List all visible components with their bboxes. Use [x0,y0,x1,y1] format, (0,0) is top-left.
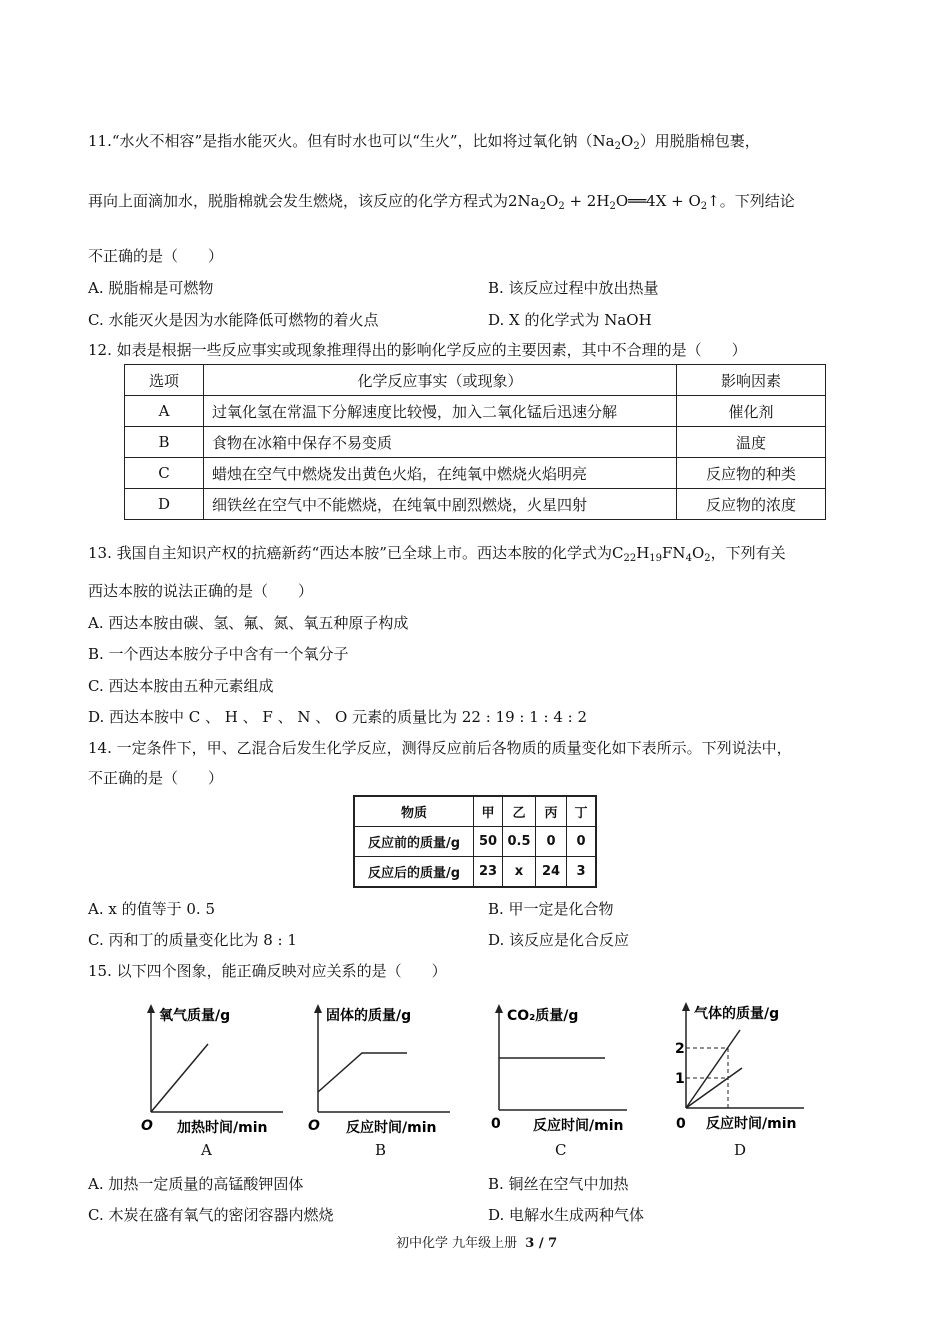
page-footer [396,1232,557,1251]
table-row [354,857,596,888]
table-cell: 反应物的浓度 [677,489,826,520]
q11-line3: 不正确的是（ ） [88,247,224,265]
table-cell: C [125,458,204,489]
graph-a [135,1000,285,1140]
origin-label: 0 [676,1116,686,1132]
y-axis-label: 气体的质量/g [694,1006,780,1022]
q11-option-b: B. 该反应过程中放出热量 [488,279,659,297]
series-line [318,1053,407,1092]
y-axis-label: 氧气质量/g [159,1008,231,1024]
y-axis-arrow [147,1004,155,1013]
x-axis-label: 反应时间/min [346,1120,437,1136]
origin-label: O [141,1118,153,1134]
table-cell: 0 [567,827,597,857]
table-cell: 反应物的种类 [677,458,826,489]
series-line-1 [686,1030,740,1108]
table-cell: 50 [474,827,503,857]
graph-d-letter: D [734,1141,747,1159]
q13-option-a: A. 西达本胺由碳、氢、氟、氮、氧五种原子构成 [88,614,409,632]
header-cell: 选项 [125,365,204,396]
table-cell: x [503,857,536,888]
q11-equation: $2Na_2O_2$ + $2H_2O══4X$ + $O_2↑$ [508,192,720,212]
q11-line2: 再向上面滴加水，脱脂棉就会发生燃烧，该反应的化学方程式为$2Na_2O_2$ + $2H_2O══4X$ + $O_2↑$。下列结论 [88,192,795,212]
header-cell: 丙 [536,796,567,827]
q11-option-c: C. 水能灭火是因为水能降低可燃物的着火点 [88,311,379,329]
q11-line1: 11.“水火不相容”是指水能灭火。但有时水也可以“生火”，比如将过氧化钠$(Na_2O_2)$用脱脂棉包裹， [88,132,760,152]
table-row [125,396,826,427]
table-cell: 温度 [677,427,826,458]
q11-formula: $Na_2O_2$ [592,132,640,152]
header-cell: 甲 [474,796,503,827]
table-cell: B [125,427,204,458]
table-cell: 过氧化氢在常温下分解速度比较慢，加入二氧化锰后迅速分解 [204,396,677,427]
table-cell: 反应后的质量/g [354,857,474,888]
table-header-row [354,796,596,827]
header-cell: 化学反应事实（或现象） [204,365,677,396]
q14-option-b: B. 甲一定是化合物 [488,900,614,918]
table-cell: 0 [536,827,567,857]
q15-option-c: C. 木炭在盛有氧气的密闭容器内燃烧 [88,1206,334,1224]
q13-option-c: C. 西达本胺由五种元素组成 [88,677,274,695]
table-cell: D [125,489,204,520]
table-row [354,827,596,857]
table-cell: 3 [567,857,597,888]
q13-option-d: D. 西达本胺中 C 、 H 、 F 、 N 、 O 元素的质量比为 22 : 19 : 1 : 4 : 2 [88,708,588,726]
q14-option-d: D. 该反应是化合反应 [488,931,630,949]
table-row [125,489,826,520]
q15-option-b: B. 铜丝在空气中加热 [488,1175,629,1193]
q14-line2: 不正确的是（ ） [88,769,224,787]
header-cell: 影响因素 [677,365,826,396]
graph-a-letter: A [201,1141,212,1159]
x-axis-label: 反应时间/min [706,1116,797,1132]
q14-option-c: C. 丙和丁的质量变化比为 8 : 1 [88,931,297,949]
table-cell: 23 [474,857,503,888]
q14-table [353,795,597,888]
table-cell: A [125,396,204,427]
graph-c [487,1000,637,1140]
q13-line1: 13. 我国自主知识产权的抗癌新药“西达本胺”已全球上市。西达本胺的化学式为$C_{22}H_{19}FN_4O_2$，下列有关 [88,544,786,564]
series-line-2 [686,1068,742,1108]
table-row [125,427,826,458]
page-number: 3 / 7 [525,1236,558,1251]
header-cell: 乙 [503,796,536,827]
table-cell: 蜡烛在空气中燃烧发出黄色火焰，在纯氧中燃烧火焰明亮 [204,458,677,489]
graph-b-letter: B [375,1141,387,1159]
q15-option-d: D. 电解水生成两种气体 [488,1206,645,1224]
y-axis-arrow [495,1004,503,1013]
table-cell: 催化剂 [677,396,826,427]
q14-line1: 14. 一定条件下，甲、乙混合后发生化学反应，测得反应前后各物质的质量变化如下表所示。下列说法中， [88,739,792,757]
q11-option-d: D. X 的化学式为 NaOH [488,311,652,329]
graph-c-letter: C [555,1141,567,1159]
q11-option-a: A. 脱脂棉是可燃物 [88,279,214,297]
q14-option-a: A. x 的值等于 0. 5 [88,900,215,918]
graph-b [302,1000,452,1140]
table-cell: 0.5 [503,827,536,857]
origin-label: O [308,1118,320,1134]
q15-stem: 15. 以下四个图象，能正确反映对应关系的是（ ） [88,962,447,980]
q12-table [124,364,826,520]
y-axis-arrow [682,1002,690,1011]
table-header-row [125,365,826,396]
table-cell: 细铁丝在空气中不能燃烧，在纯氧中剧烈燃烧，火星四射 [204,489,677,520]
y-axis-label: 固体的质量/g [326,1008,412,1024]
graph-d [672,1000,812,1140]
q13-line2: 西达本胺的说法正确的是（ ） [88,582,314,600]
table-cell: 24 [536,857,567,888]
header-cell: 物质 [354,796,474,827]
series-line [151,1044,208,1112]
table-cell: 食物在冰箱中保存不易变质 [204,427,677,458]
origin-label: 0 [491,1116,501,1132]
tick-label-1: 1 [675,1071,685,1087]
y-axis-label: CO₂质量/g [507,1008,579,1024]
x-axis-label: 反应时间/min [533,1118,624,1134]
header-cell: 丁 [567,796,597,827]
q15-option-a: A. 加热一定质量的高锰酸钾固体 [88,1175,304,1193]
table-row [125,458,826,489]
q12-stem: 12. 如表是根据一些反应事实或现象推理得出的影响化学反应的主要因素，其中不合理的是（ ） [88,341,747,359]
tick-label-2: 2 [675,1041,685,1057]
x-axis-label: 加热时间/min [177,1120,268,1136]
y-axis-arrow [314,1004,322,1013]
q13-option-b: B. 一个西达本胺分子中含有一个氧分子 [88,645,349,663]
table-cell: 反应前的质量/g [354,827,474,857]
footer-text: 初中化学 九年级上册 [396,1236,518,1251]
q13-formula: $C_{22}H_{19}FN_4O_2$ [611,544,711,564]
